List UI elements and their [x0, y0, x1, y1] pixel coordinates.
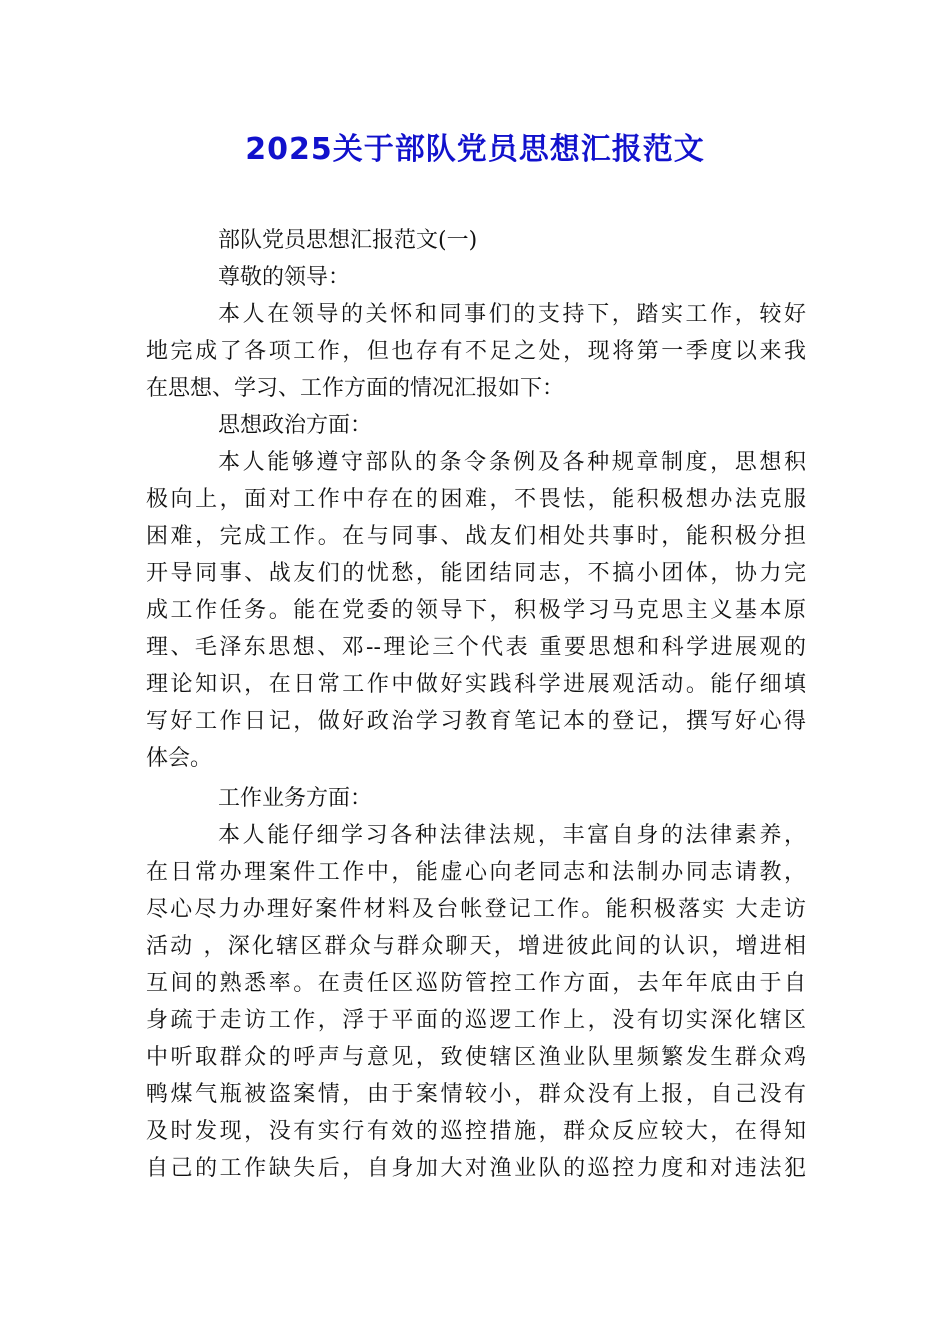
paragraph-line: 本人在领导的关怀和同事们的支持下，踏实工作，较好	[218, 302, 806, 327]
salutation: 尊敬的领导：	[218, 265, 351, 290]
paragraph-line: 本人能仔细学习各种法律法规，丰富自身的法律素养，	[218, 823, 806, 848]
document-title: 2025关于部队党员思想汇报范文	[245, 132, 705, 167]
subsection-heading: 思想政治方面：	[218, 413, 373, 438]
paragraph-line: 地完成了各项工作，但也存有不足之处，现将第一季度以来我	[146, 339, 806, 364]
paragraph-line: 理、毛泽东思想、邓--理论三个代表 重要思想和科学进展观的	[146, 635, 806, 660]
paragraph-line: 身疏于走访工作，浮于平面的巡逻工作上，没有切实深化辖区	[146, 1008, 806, 1033]
paragraph-line: 自己的工作缺失后，自身加大对渔业队的巡控力度和对违法犯	[146, 1156, 806, 1181]
paragraph-line: 在思想、学习、工作方面的情况汇报如下：	[146, 376, 565, 401]
paragraph-line: 成工作任务。能在党委的领导下，积极学习马克思主义基本原	[146, 598, 806, 623]
paragraph-line: 在日常办理案件工作中，能虚心向老同志和法制办同志请教，	[146, 860, 806, 885]
paragraph-line: 本人能够遵守部队的条令条例及各种规章制度，思想积	[218, 450, 806, 475]
paragraph-line: 及时发现，没有实行有效的巡控措施，群众反应较大，在得知	[146, 1119, 806, 1144]
section-heading: 部队党员思想汇报范文(一)	[218, 228, 478, 253]
paragraph-line: 中听取群众的呼声与意见，致使辖区渔业队里频繁发生群众鸡	[146, 1045, 806, 1070]
subsection-heading: 工作业务方面：	[218, 786, 373, 811]
paragraph-line: 体会。	[146, 746, 213, 771]
paragraph-line: 活动 ，深化辖区群众与群众聊天，增进彼此间的认识，增进相	[146, 934, 806, 959]
paragraph-line: 理论知识，在日常工作中做好实践科学进展观活动。能仔细填	[146, 672, 806, 697]
document-body	[146, 222, 806, 1187]
paragraph-line: 困难，完成工作。在与同事、战友们相处共事时，能积极分担	[146, 524, 806, 549]
paragraph-line: 写好工作日记，做好政治学习教育笔记本的登记，撰写好心得	[146, 709, 806, 734]
paragraph-line: 尽心尽力办理好案件材料及台帐登记工作。能积极落实 大走访	[146, 897, 806, 922]
paragraph-line: 互间的熟悉率。在责任区巡防管控工作方面，去年年底由于自	[146, 971, 806, 996]
paragraph-line: 鸭煤气瓶被盗案情，由于案情较小，群众没有上报，自己没有	[146, 1082, 806, 1107]
paragraph-line: 极向上，面对工作中存在的困难，不畏怯，能积极想办法克服	[146, 487, 806, 512]
paragraph-line: 开导同事、战友们的忧愁，能团结同志，不搞小团体，协力完	[146, 561, 806, 586]
